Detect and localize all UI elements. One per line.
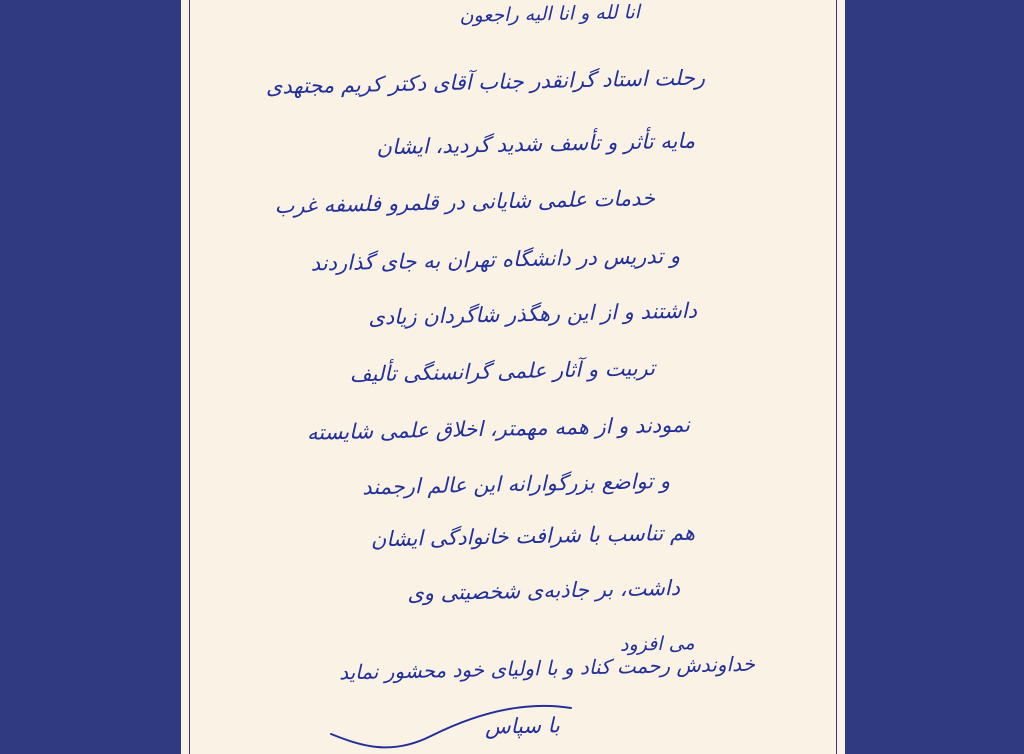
letter-line-1: انا لله و انا الیه راجعون	[459, 1, 641, 27]
letter-line-14: با سپاس	[484, 713, 561, 739]
letter-line-13: خداوندش رحمت کناد و با اولیای خود محشور نماید	[338, 651, 756, 685]
signature-flourish	[321, 696, 581, 754]
letter-line-4: خدمات علمی شایانی در قلمرو فلسفه غرب	[274, 186, 656, 219]
letter-line-3: مایه تأثر و تأسف شدید گردید، ایشان	[376, 128, 696, 160]
letter-line-7: تربیت و آثار علمی گرانسنگی تألیف	[349, 356, 656, 387]
letter-line-10: هم تناسب با شرافت خانوادگی ایشان	[370, 520, 696, 552]
letter-line-2: رحلت استاد گرانقدر جناب آقای دکتر کریم مجتهدی	[265, 65, 706, 99]
letter-line-12: می افزود	[620, 632, 696, 656]
letter-line-9: و تواضع بزرگوارانه این عالم ارجمند	[361, 468, 671, 500]
letter-page	[178, 0, 848, 754]
letter-line-6: داشتند و از این رهگذر شاگردان زیادی	[368, 298, 698, 330]
letter-line-11: داشت، بر جاذبه‌ی شخصیتی وی	[407, 575, 681, 606]
letter-line-8: نمودند و از همه مهمتر، اخلاق علمی شایسته	[306, 412, 691, 445]
letter-line-5: و تدریس در دانشگاه تهران به جای گذاردند	[310, 243, 681, 276]
